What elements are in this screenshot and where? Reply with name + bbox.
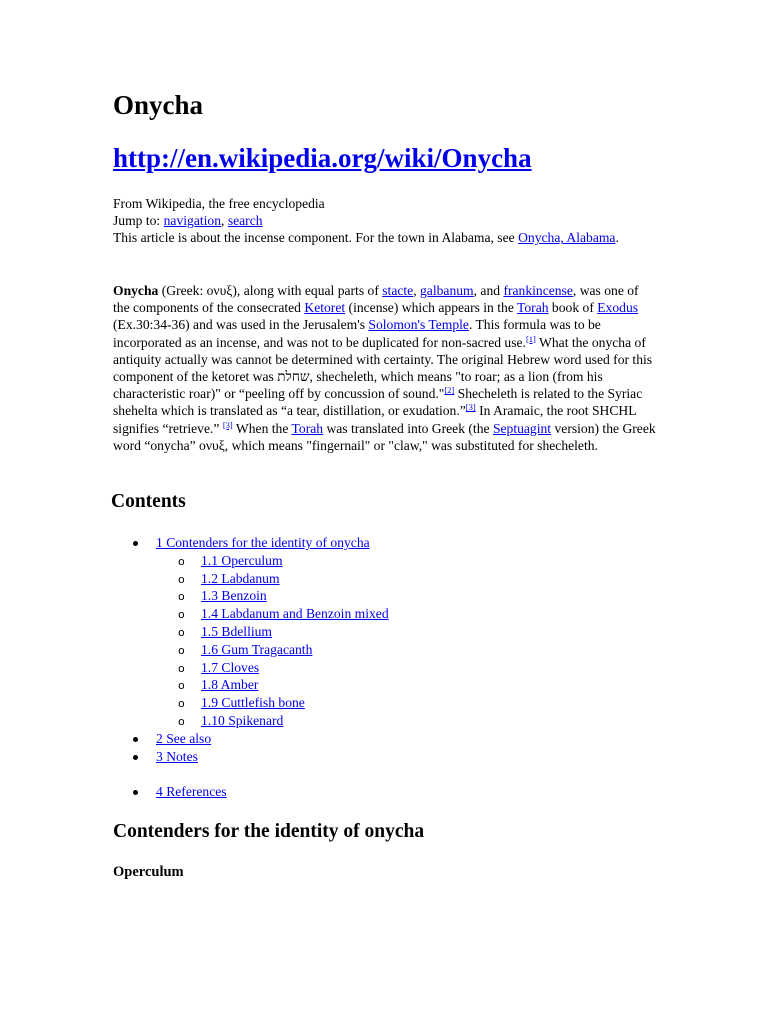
table-of-contents: [113, 534, 658, 801]
toc-link[interactable]: 4 References: [156, 784, 227, 800]
circle-bullet-icon: o: [178, 590, 185, 604]
bullet-icon: [133, 755, 138, 760]
toc-link[interactable]: 1.3 Benzoin: [201, 588, 267, 604]
circle-bullet-icon: o: [178, 714, 185, 728]
circle-bullet-icon: o: [178, 554, 185, 568]
circle-bullet-icon: o: [178, 697, 185, 711]
stacte-link[interactable]: stacte: [382, 283, 414, 298]
toc-link[interactable]: 1.9 Cuttlefish bone: [201, 695, 305, 711]
exodus-link[interactable]: Exodus: [597, 300, 639, 316]
torah-link-2[interactable]: Torah: [291, 420, 324, 436]
search-link[interactable]: search: [227, 213, 263, 229]
onycha-alabama-link[interactable]: Onycha, Alabama: [518, 230, 616, 246]
toc-link[interactable]: 1.7 Cloves: [201, 659, 260, 675]
citation-2-link[interactable]: [2]: [444, 385, 455, 396]
bullet-icon: [133, 541, 138, 546]
article-meta: [113, 195, 658, 247]
subsection-heading: Operculum: [113, 864, 184, 880]
citation-3b-link[interactable]: [3]: [222, 419, 233, 430]
toc-item[interactable]: [113, 552, 658, 570]
toc-spacer: [113, 765, 658, 783]
bullet-icon: [133, 737, 138, 742]
torah-link[interactable]: Torah: [517, 300, 549, 316]
toc-link[interactable]: 1.6 Gum Tragacanth: [201, 641, 313, 657]
toc-link[interactable]: 1.1 Operculum: [201, 552, 283, 568]
navigation-link[interactable]: navigation: [163, 213, 222, 229]
toc-link[interactable]: 1.4 Labdanum and Benzoin mixed: [201, 606, 389, 622]
toc-link[interactable]: 1.10 Spikenard: [201, 712, 284, 728]
toc-item[interactable]: [113, 748, 658, 766]
term-bold: Onycha: [113, 283, 159, 298]
toc-link[interactable]: 1.2 Labdanum: [201, 570, 280, 586]
from-line: From Wikipedia, the free encyclopedia: [113, 196, 325, 211]
toc-link[interactable]: 1 Contenders for the identity of onycha: [156, 535, 370, 550]
toc-item[interactable]: [113, 605, 658, 623]
page-title: Onycha: [113, 90, 204, 120]
toc-item[interactable]: [113, 570, 658, 588]
toc-link[interactable]: 1.5 Bdellium: [201, 623, 272, 639]
toc-link[interactable]: 2 See also: [156, 730, 212, 746]
intro-paragraph: Onycha (Greek: ονυξ), along with equal parts of stacte, galbanum, and frankincense, was one of the components of the consecrated Ketoret (incense) which appears in the Torah book of Exodus (Ex.30:34-36) and was used in the Jerusalem's Solomon's Temple. This formula was to be incorporated as an incense, and was not to be duplicated for non-sacred use.[1] What the onycha of antiquity actually was cannot be determined with certainty. The original Hebrew word used for this component of the ketoret was שחלת, shecheleth, which means "to roar; as a lion (from his characteristic roar)" or “peeling off by concussion of sound."[2] Shecheleth is related to the Syriac shehelta which is translated as “a tear, distillation, or exudation.”[3] In Aramaic, the root SHCHL signifies “retrieve.” [3] When the Torah was translated into Greek (the Septuagint version) the Greek word “onycha” ονυξ, which means "fingernail" or "claw," was substituted for shecheleth.: [113, 283, 656, 453]
section-heading: Contenders for the identity of onycha: [113, 821, 425, 842]
toc-item[interactable]: [113, 641, 658, 659]
solomons-temple-link[interactable]: Solomon's Temple: [368, 317, 469, 333]
contents-heading: Contents: [111, 491, 186, 512]
frankincense-link[interactable]: frankincense: [503, 283, 573, 298]
circle-bullet-icon: o: [178, 643, 185, 657]
circle-bullet-icon: o: [178, 608, 185, 622]
jump-to-line: Jump to: navigation, search: [113, 213, 263, 229]
url-text[interactable]: http://en.wikipedia.org/wiki/Onycha: [113, 143, 532, 173]
toc-item[interactable]: [113, 623, 658, 641]
toc-link[interactable]: 3 Notes: [156, 748, 198, 764]
circle-bullet-icon: o: [178, 572, 185, 586]
toc-item[interactable]: [113, 783, 658, 801]
ketoret-link[interactable]: Ketoret: [304, 300, 346, 316]
toc-item[interactable]: [113, 712, 658, 730]
source-url-link[interactable]: [113, 143, 532, 174]
galbanum-link[interactable]: galbanum: [420, 283, 474, 298]
circle-bullet-icon: o: [178, 625, 185, 639]
toc-item[interactable]: [113, 534, 658, 552]
septuagint-link[interactable]: Septuagint: [492, 420, 552, 436]
circle-bullet-icon: o: [178, 679, 185, 693]
circle-bullet-icon: o: [178, 661, 185, 675]
toc-item[interactable]: [113, 730, 658, 748]
toc-link[interactable]: 1.8 Amber: [201, 677, 259, 693]
toc-item[interactable]: [113, 587, 658, 605]
toc-item[interactable]: [113, 694, 658, 712]
toc-item[interactable]: [113, 659, 658, 677]
bullet-icon: [133, 790, 138, 795]
citation-3-link[interactable]: [3]: [465, 402, 476, 413]
disambiguation-note: This article is about the incense component. For the town in Alabama, see Onycha, Alabama.: [113, 230, 619, 246]
toc-item[interactable]: [113, 676, 658, 694]
citation-1-link[interactable]: [1]: [525, 333, 536, 344]
